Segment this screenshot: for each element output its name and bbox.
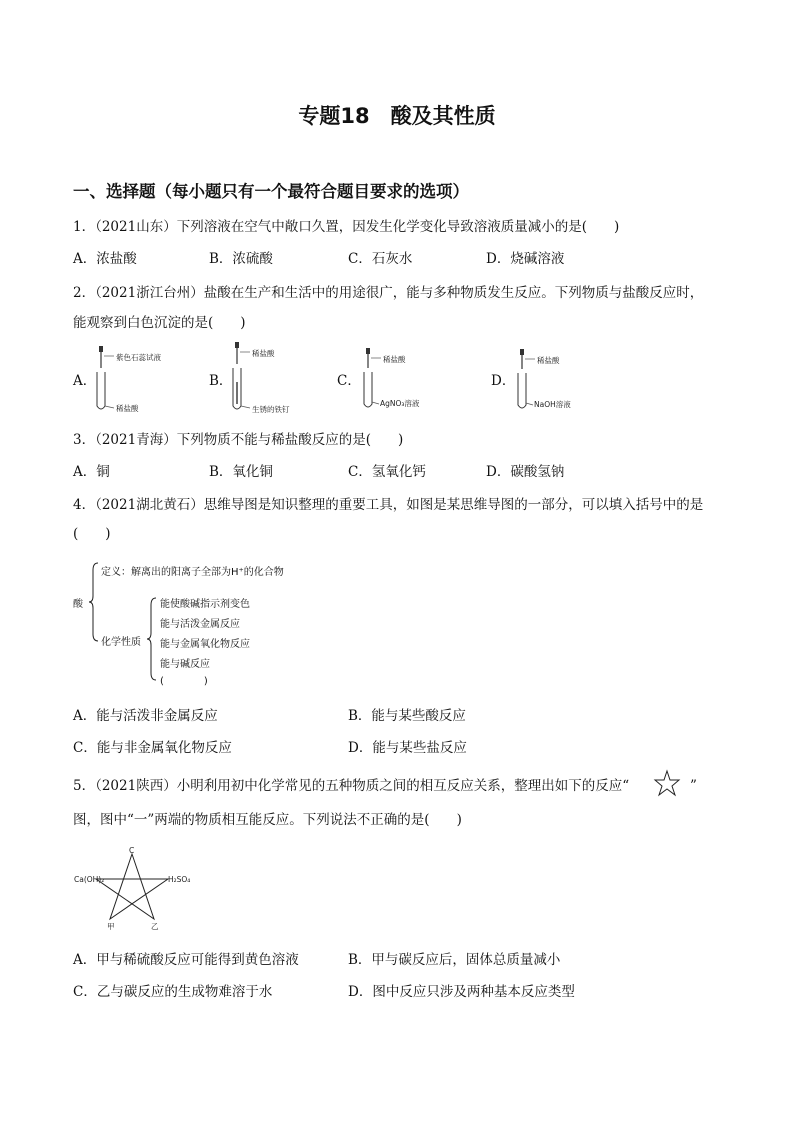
page-title: 专题18 酸及其性质 xyxy=(298,104,496,128)
star-node-left: Ca(OH)₂ xyxy=(74,875,105,884)
q2-option-d-letter: D． xyxy=(491,373,516,389)
map-root: 酸 xyxy=(73,599,83,610)
fig-a-bottom-label: 稀盐酸 xyxy=(116,404,139,413)
q4-option-c: C．能与非金属氧化物反应 xyxy=(73,740,232,756)
q3-option-d: D．碳酸氢钠 xyxy=(486,464,565,480)
q3-option-c: C．氢氧化钙 xyxy=(348,464,426,480)
q5-stem-line1: 5．（2021陕西）小明利用初中化学常见的五种物质之间的相互反应关系，整理出如下的反应“ xyxy=(73,778,630,794)
q1-option-a: A．浓盐酸 xyxy=(73,251,137,267)
map-item: 能与金属氧化物反应 xyxy=(160,639,250,650)
star-node-bottom-left: 甲 xyxy=(107,922,115,931)
q3-stem: 3．（2021青海）下列物质不能与稀盐酸反应的是( ) xyxy=(73,432,404,448)
star-node-top: C xyxy=(129,846,135,855)
fig-b-bottom-label: 生锈的铁钉 xyxy=(252,405,290,414)
q5-option-b: B．甲与碳反应后，固体总质量减小 xyxy=(348,952,561,968)
fig-c-bottom-label: AgNO₃溶液 xyxy=(380,399,420,408)
q5-option-d: D．图中反应只涉及两种基本反应类型 xyxy=(348,984,575,1000)
q3-option-a: A．铜 xyxy=(73,464,110,480)
q1-option-d: D．烧碱溶液 xyxy=(486,251,565,267)
q5-option-a: A．甲与稀硫酸反应可能得到黄色溶液 xyxy=(73,952,299,968)
q2-option-c-letter: C． xyxy=(337,373,361,389)
q5-stem-line2: 图，图中“一”两端的物质相互能反应。下列说法不正确的是( ) xyxy=(73,812,462,828)
q2-option-a-letter: A． xyxy=(73,373,97,389)
q2-option-b-letter: B． xyxy=(209,373,233,389)
star-node-right: H₂SO₄ xyxy=(168,875,191,884)
q4-stem-line2: ( ) xyxy=(73,526,111,542)
star-reaction-diagram xyxy=(95,850,205,930)
q1-stem: 1．（2021山东）下列溶液在空气中敞口久置，因发生化学变化导致溶液质量减小的是( ) xyxy=(73,219,620,235)
fig-c-top-label: 稀盐酸 xyxy=(383,355,406,364)
fig-a-top-label: 紫色石蕊试液 xyxy=(116,353,161,362)
q2-stem-line2: 能观察到白色沉淀的是( ) xyxy=(73,315,246,331)
q2-stem-line1: 2．（2021浙江台州）盐酸在生产和生活中的用途很广，能与多种物质发生反应。下列物质与盐酸反应时， xyxy=(73,285,704,301)
map-branch: 化学性质 xyxy=(101,637,141,648)
map-item: 能与碱反应 xyxy=(160,659,210,670)
q1-option-b: B．浓硫酸 xyxy=(209,251,273,267)
q1-option-c: C．石灰水 xyxy=(348,251,413,267)
map-item-blank: ( ) xyxy=(160,676,208,687)
map-item: 能使酸碱指示剂变色 xyxy=(160,599,250,610)
q5-option-c: C．乙与碳反应的生成物难溶于水 xyxy=(73,984,273,1000)
fig-b-top-label: 稀盐酸 xyxy=(252,349,275,358)
q4-option-d: D．能与某些盐反应 xyxy=(348,740,467,756)
fig-d-bottom-label: NaOH溶液 xyxy=(534,400,571,409)
q5-stem-line1-end: ” xyxy=(690,778,697,794)
map-definition: 定义：解离出的阳离子全部为H⁺的化合物 xyxy=(101,567,284,578)
q4-stem-line1: 4．（2021湖北黄石）思维导图是知识整理的重要工具，如图是某思维导图的一部分，可以填入括号中的是 xyxy=(73,497,704,513)
star-icon xyxy=(654,770,680,796)
map-item: 能与活泼金属反应 xyxy=(160,619,240,630)
q4-option-b: B．能与某些酸反应 xyxy=(348,708,466,724)
q3-option-b: B．氧化铜 xyxy=(209,464,273,480)
fig-d-top-label: 稀盐酸 xyxy=(537,356,560,365)
q4-option-a: A．能与活泼非金属反应 xyxy=(73,708,218,724)
section-heading: 一、选择题（每小题只有一个最符合题目要求的选项） xyxy=(73,182,469,201)
star-node-bottom-right: 乙 xyxy=(151,922,159,931)
